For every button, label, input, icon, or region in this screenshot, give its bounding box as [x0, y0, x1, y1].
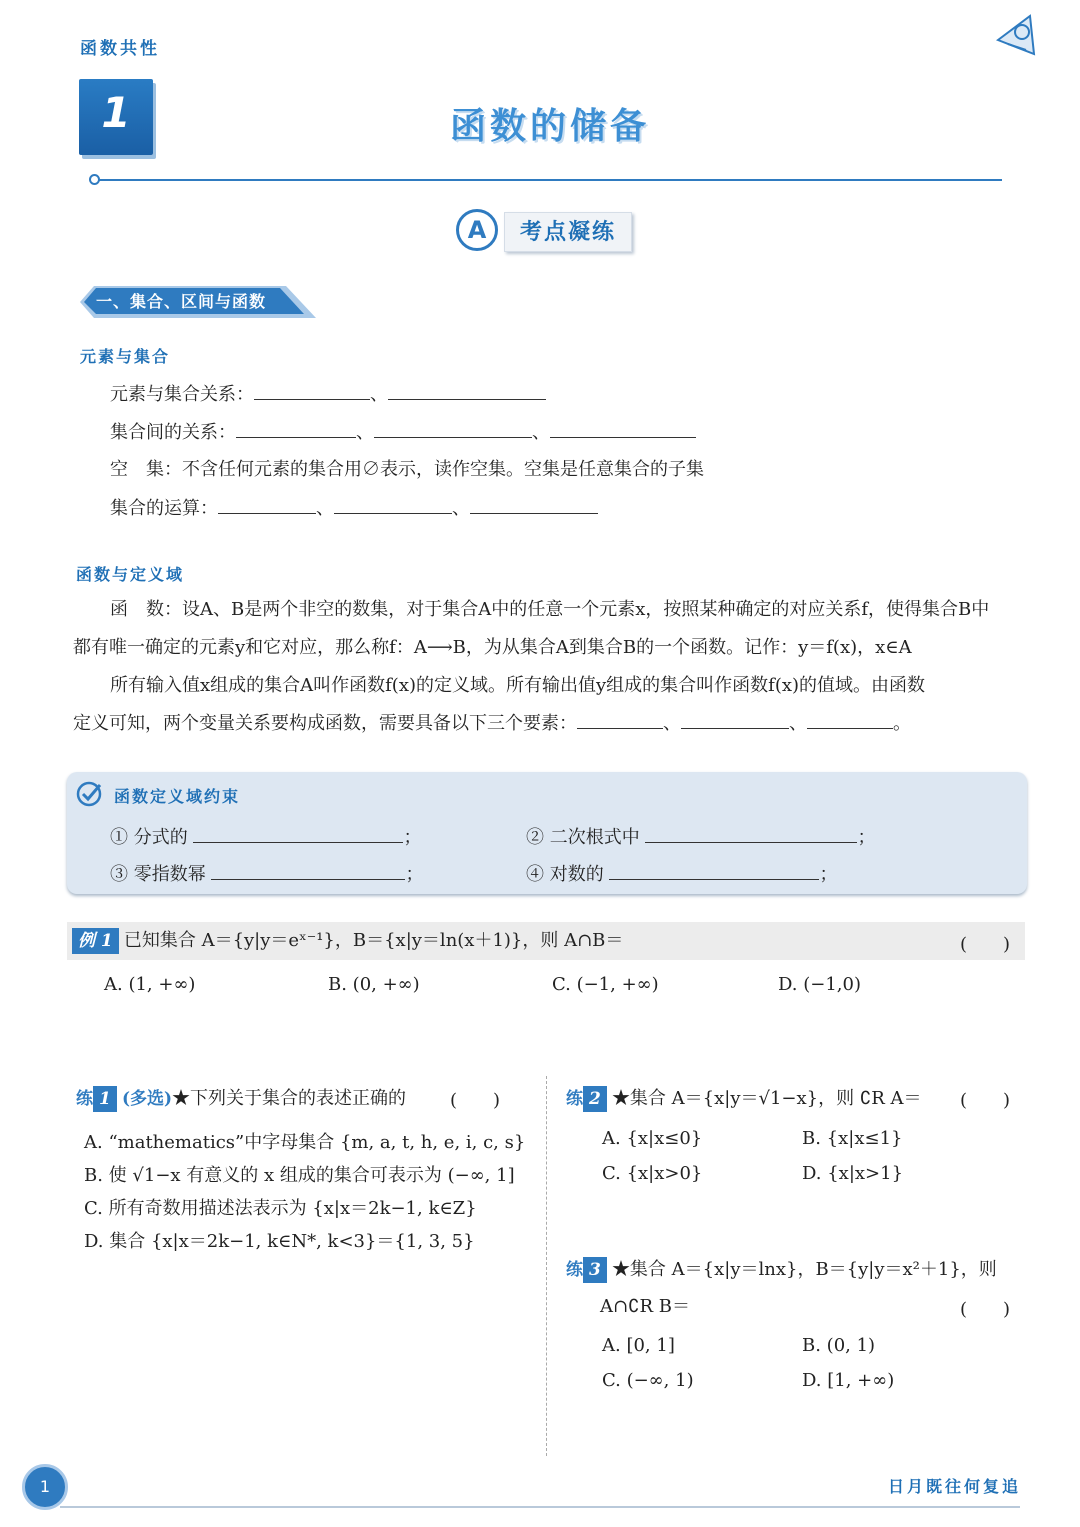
answer-blank[interactable]: [193, 825, 403, 843]
practice-tag-num: 2: [583, 1086, 607, 1112]
option-c[interactable]: C. 所有奇数用描述法表示为 {x|x＝2k−1, k∈Z}: [84, 1198, 477, 1219]
line-label: 元素与集合关系：: [110, 384, 254, 405]
footer-slogan: 日月既往何复追: [888, 1477, 1022, 1496]
option-c[interactable]: C. (−1, +∞): [552, 974, 659, 995]
subheading-elements-sets: 元素与集合: [80, 347, 171, 366]
answer-blank[interactable]: [388, 382, 546, 400]
practice-text: ★集合 A＝{x|y＝√1−x}，则 ∁R A＝: [611, 1088, 922, 1109]
title-rule: [98, 179, 1002, 181]
line-label: 集合的运算：: [110, 498, 218, 519]
series-title: 函数共性: [80, 39, 160, 59]
checkmark-circle-icon: [76, 781, 102, 807]
example-question: [72, 928, 623, 954]
title-rule-dot: [89, 174, 100, 185]
practice-tag-num: 3: [583, 1257, 607, 1283]
option-d[interactable]: D. [1, +∞): [802, 1370, 895, 1391]
practice-tag-char: 练: [76, 1089, 93, 1109]
constraint-item-zero-power: ③ 零指数幂 ；: [110, 864, 424, 885]
answer-blank[interactable]: [550, 420, 696, 438]
option-b[interactable]: B. {x|x≤1}: [802, 1128, 903, 1149]
answer-blank[interactable]: [334, 496, 452, 514]
answer-blank[interactable]: [211, 862, 405, 880]
practice-text: ★下列关于集合的表述正确的: [172, 1088, 407, 1109]
option-a[interactable]: A. {x|x≤0}: [602, 1128, 703, 1149]
option-d[interactable]: D. (−1,0): [778, 974, 861, 995]
chapter-title: 函数的储备: [449, 105, 650, 147]
subheading-function-domain: 函数与定义域: [76, 565, 185, 584]
practice3-question-cont: A∩∁R B＝: [600, 1296, 691, 1317]
option-c[interactable]: C. {x|x>0}: [602, 1163, 703, 1184]
practice2-question: [566, 1084, 922, 1112]
example-tag: 例 1: [72, 928, 119, 954]
para-domain-1: 所有输入值x组成的集合A叫作函数f(x)的定义域。所有输出值y组成的集合叫作函数f(x)的值域。由函数: [110, 675, 926, 696]
section-banner: 一、集合、区间与函数: [96, 292, 267, 311]
answer-blank[interactable]: [236, 420, 356, 438]
answer-blank[interactable]: [254, 382, 370, 400]
footer-rule: [60, 1506, 1020, 1508]
option-a[interactable]: A. “mathematics”中字母集合 {m, a, t, h, e, i, c, s}: [84, 1132, 526, 1153]
para-function-def-2: 都有唯一确定的元素y和它对应，那么称f：A⟶B，为从集合A到集合B的一个函数。记作：y＝f(x)，x∈A: [73, 637, 912, 658]
option-a[interactable]: A. (1, +∞): [104, 974, 196, 995]
example-text: 已知集合 A＝{y|y＝eˣ⁻¹}，B＝{x|y＝ln(x＋1)}，则 A∩B＝: [123, 930, 624, 951]
constraint-item-log: ④ 对数的 ；: [526, 864, 838, 885]
line-set-relations: 集合间的关系： 、 、: [110, 420, 696, 445]
section-badge-label: 考点凝练: [504, 212, 632, 252]
answer-blank[interactable]: [609, 862, 819, 880]
practice1-question: [76, 1084, 406, 1112]
constraint-item-fraction: ① 分式的 ；: [110, 827, 422, 848]
answer-blank[interactable]: [374, 420, 532, 438]
answer-paren[interactable]: ( ): [960, 934, 1011, 955]
answer-blank[interactable]: [807, 711, 893, 729]
constraint-box-title: 函数定义域约束: [114, 787, 241, 806]
answer-paren[interactable]: ( ): [450, 1090, 501, 1111]
option-b[interactable]: B. (0, 1): [802, 1335, 876, 1356]
answer-blank[interactable]: [645, 825, 857, 843]
option-d[interactable]: D. {x|x>1}: [802, 1163, 904, 1184]
para-domain-2: 定义可知，两个变量关系要构成函数，需要具备以下三个要素： 、 、 。: [73, 713, 911, 734]
line-label: 集合间的关系：: [110, 422, 236, 443]
answer-blank[interactable]: [470, 496, 598, 514]
answer-blank[interactable]: [681, 711, 789, 729]
option-d[interactable]: D. 集合 {x|x＝2k−1, k∈N*, k<3}＝{1, 3, 5}: [84, 1231, 475, 1252]
answer-paren[interactable]: ( ): [960, 1090, 1011, 1111]
option-b[interactable]: B. (0, +∞): [328, 974, 420, 995]
practice-note: (多选): [121, 1089, 173, 1109]
line-empty-set: 空 集：不含任何元素的集合用∅表示，读作空集。空集是任意集合的子集: [110, 459, 704, 480]
answer-blank[interactable]: [577, 711, 663, 729]
column-divider: [546, 1076, 547, 1456]
line-set-operations: 集合的运算： 、 、: [110, 496, 598, 521]
option-c[interactable]: C. (−∞, 1): [602, 1370, 694, 1391]
answer-paren[interactable]: ( ): [960, 1299, 1011, 1320]
practice-text: ★集合 A＝{x|y＝lnx}，B＝{y|y＝x²＋1}，则: [611, 1259, 997, 1280]
option-b[interactable]: B. 使 √1−x 有意义的 x 组成的集合可表示为 (−∞, 1]: [84, 1165, 515, 1186]
page-number: 1: [22, 1464, 68, 1510]
constraint-item-sqrt: ② 二次根式中 ；: [526, 827, 876, 848]
option-a[interactable]: A. [0, 1]: [602, 1335, 675, 1356]
line-element-set-relation: 元素与集合关系： 、: [110, 382, 546, 407]
section-badge-letter: A: [456, 209, 498, 251]
practice-tag-num: 1: [93, 1086, 117, 1112]
logo-icon: [992, 10, 1040, 62]
para-function-def-1: 函 数：设A、B是两个非空的数集，对于集合A中的任意一个元素x，按照某种确定的对应关系f，使得集合B中: [110, 599, 990, 620]
chapter-number: 1: [101, 88, 131, 137]
practice-tag-char: 练: [566, 1089, 583, 1109]
answer-blank[interactable]: [218, 496, 316, 514]
practice3-question: [566, 1255, 997, 1283]
practice-tag-char: 练: [566, 1260, 583, 1280]
